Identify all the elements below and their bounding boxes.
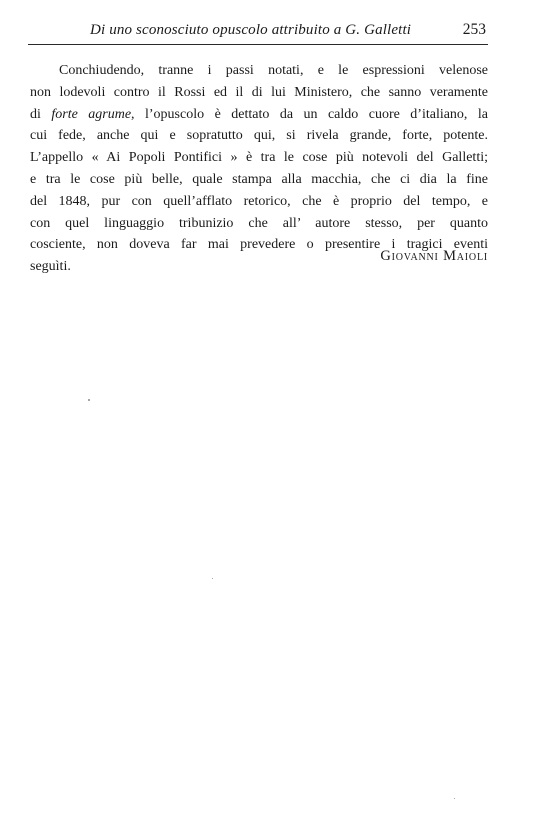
running-title: Di uno sconosciuto opuscolo attribuito a G. Galletti: [90, 22, 412, 38]
text-fragment: , l’opuscolo è dettato da un caldo cuore d’italiano, la: [131, 106, 488, 122]
author-signature: Giovanni Maioli: [380, 248, 488, 264]
paper-speck: [212, 578, 213, 579]
italic-phrase: forte agrume: [51, 106, 132, 122]
text-line: cui fede, anche qui e sopratutto qui, si rivela grande, forte, potente.: [30, 128, 488, 144]
running-header: [28, 18, 488, 45]
text-line: del 1848, pur con quell’afflato retorico, che è proprio del tempo, e: [30, 193, 488, 209]
text-line-with-italic: [30, 104, 488, 126]
text-line: non lodevoli contro il Rossi ed il di lui Ministero, che sanno veramente: [30, 84, 488, 100]
paper-speck: [454, 798, 455, 799]
text-fragment: di: [30, 106, 52, 122]
text-line: Conchiudendo, tranne i passi notati, e le espressioni velenose: [59, 63, 488, 78]
text-line: L’appello « Ai Popoli Pontifici » è tra le cose più notevoli del Galletti;: [30, 150, 488, 166]
page-number: 253: [462, 21, 486, 38]
text-line: seguìti.: [30, 259, 71, 275]
paper-speck: [88, 399, 90, 401]
text-line: cosciente, non doveva far mai prevedere o presentire i tragici eventi: [30, 237, 488, 253]
text-line: e tra le cose più belle, quale stampa alla macchia, che ci dia la fine: [30, 171, 488, 187]
text-line: con quel linguaggio tribunizio che all’ autore stesso, per quanto: [30, 215, 488, 231]
body-paragraph: [30, 60, 488, 278]
